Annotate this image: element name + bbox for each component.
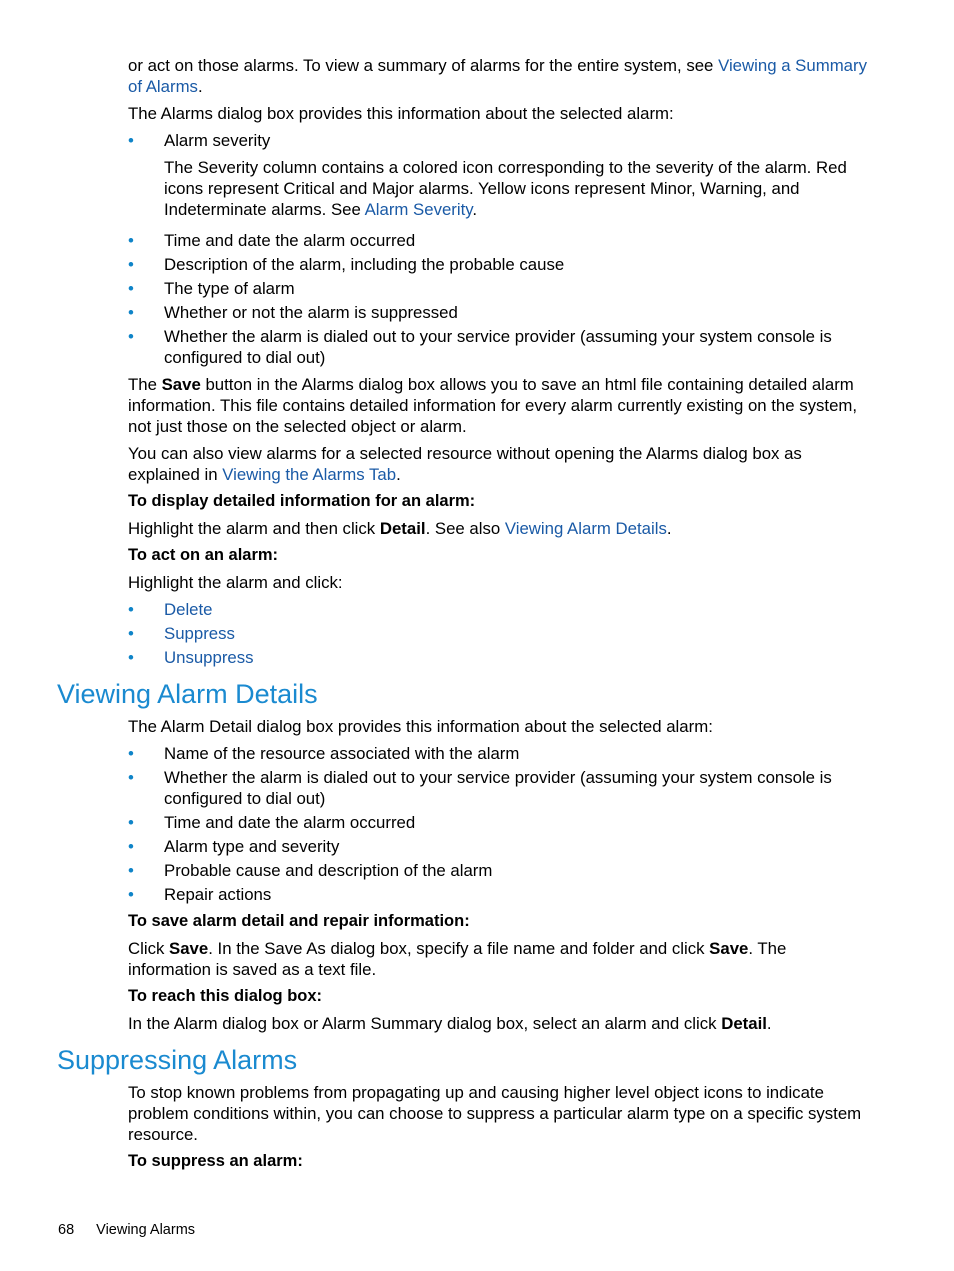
view-alarms-paragraph [128,443,870,485]
detail-procedure-heading: To display detailed information for an alarm: [128,492,476,510]
save-term: Save [169,939,209,958]
detail-term: Detail [379,519,426,538]
reach-period: . [766,1014,772,1033]
list-item: • Time and date the alarm occurred [128,812,870,833]
intro-text: or act on those alarms. To view a summary of alarms for the entire system, see [128,56,719,75]
list-item: • The type of alarm [128,278,870,299]
list-item [128,599,870,620]
list-item: • Whether or not the alarm is suppressed [128,302,870,323]
reach-dialog-heading: To reach this dialog box: [128,987,323,1005]
list-item [128,647,870,668]
detail-text-mid: . See also [425,519,505,538]
section-title-suppressing-alarms: Suppressing Alarms [57,1045,298,1075]
list-item: • Repair actions [128,884,870,905]
page-number: 68 [58,1222,75,1238]
list-item-text: Alarm severity [164,131,271,150]
save-procedure-text [128,938,870,980]
save-para-text: The [128,375,162,394]
footer-section-title: Viewing Alarms [96,1222,196,1238]
alarm-info-list [128,130,870,368]
save-term: Save [161,375,201,394]
severity-description-period: . [472,200,478,219]
link-alarm-severity[interactable]: Alarm Severity [364,200,473,219]
link-unsuppress[interactable]: Unsuppress [164,648,254,667]
alarm-detail-list [128,743,870,905]
save-button-paragraph [128,374,870,437]
link-viewing-alarms-tab[interactable]: Viewing the Alarms Tab [222,465,397,484]
reach-text: In the Alarm dialog box or Alarm Summary dialog box, select an alarm and click [128,1014,722,1033]
save-para-text-rest: button in the Alarms dialog box allows you to save an html file containing detailed alarm information. This file contains detailed information for every alarm currently existing on the system, not just those on the selected object or alarm. [128,375,858,436]
alarm-detail-intro: The Alarm Detail dialog box provides this information about the selected alarm: [128,717,713,736]
save-term: Save [709,939,749,958]
link-delete[interactable]: Delete [164,600,213,619]
severity-description [164,157,870,220]
detail-text: Highlight the alarm and then click [128,519,380,538]
intro-period: . [197,77,203,96]
save-proc-text: Click [128,939,170,958]
list-item: • Whether the alarm is dialed out to your service provider (assuming your system console is configured to dial out) [128,767,870,809]
alarms-dialog-intro: The Alarms dialog box provides this information about the selected alarm: [128,104,674,123]
list-item: • Alarm type and severity [128,836,870,857]
detail-period: . [666,519,672,538]
section-title-viewing-alarm-details: Viewing Alarm Details [57,679,318,709]
detail-procedure-text [128,518,870,539]
detail-term: Detail [721,1014,767,1033]
list-item: • Name of the resource associated with the alarm [128,743,870,764]
view-para-text: You can also view alarms for a selected resource without opening the Alarms dialog box as explained in [128,444,802,484]
intro-paragraph [128,55,870,97]
link-viewing-alarm-details[interactable]: Viewing Alarm Details [504,519,667,538]
list-item [128,130,870,220]
act-procedure-text: Highlight the alarm and click: [128,573,343,592]
act-procedure-heading: To act on an alarm: [128,546,279,564]
list-item [128,623,870,644]
link-viewing-summary-of-alarms[interactable]: Viewing a Summary of Alarms [128,56,867,96]
suppress-procedure-heading: To suppress an alarm: [128,1152,303,1170]
link-suppress[interactable]: Suppress [164,624,235,643]
list-item: • Whether the alarm is dialed out to your service provider (assuming your system console is configured to dial out) [128,326,870,368]
view-para-period: . [396,465,401,484]
page-content [57,55,870,1178]
suppressing-text: To stop known problems from propagating up and causing higher level object icons to indicate problem conditions within, you can choose to suppress a particular alarm type on a specific system resource. [128,1083,862,1144]
list-item: • Probable cause and description of the alarm [128,860,870,881]
page-footer [58,1222,195,1238]
severity-description-text: The Severity column contains a colored icon corresponding to the severity of the alarm. Red icons represent Critical and Major alarms. Yellow icons represent Minor, Warning, and Indeterminate alarms. See [164,158,847,219]
save-proc-text-end: . The information is saved as a text file. [128,939,787,979]
action-link-list [128,599,870,668]
list-item: • Time and date the alarm occurred [128,230,870,251]
save-proc-text-mid: . In the Save As dialog box, specify a file name and folder and click [208,939,710,958]
save-procedure-heading: To save alarm detail and repair information: [128,912,470,930]
list-item: • Description of the alarm, including the probable cause [128,254,870,275]
reach-dialog-text [128,1013,870,1034]
